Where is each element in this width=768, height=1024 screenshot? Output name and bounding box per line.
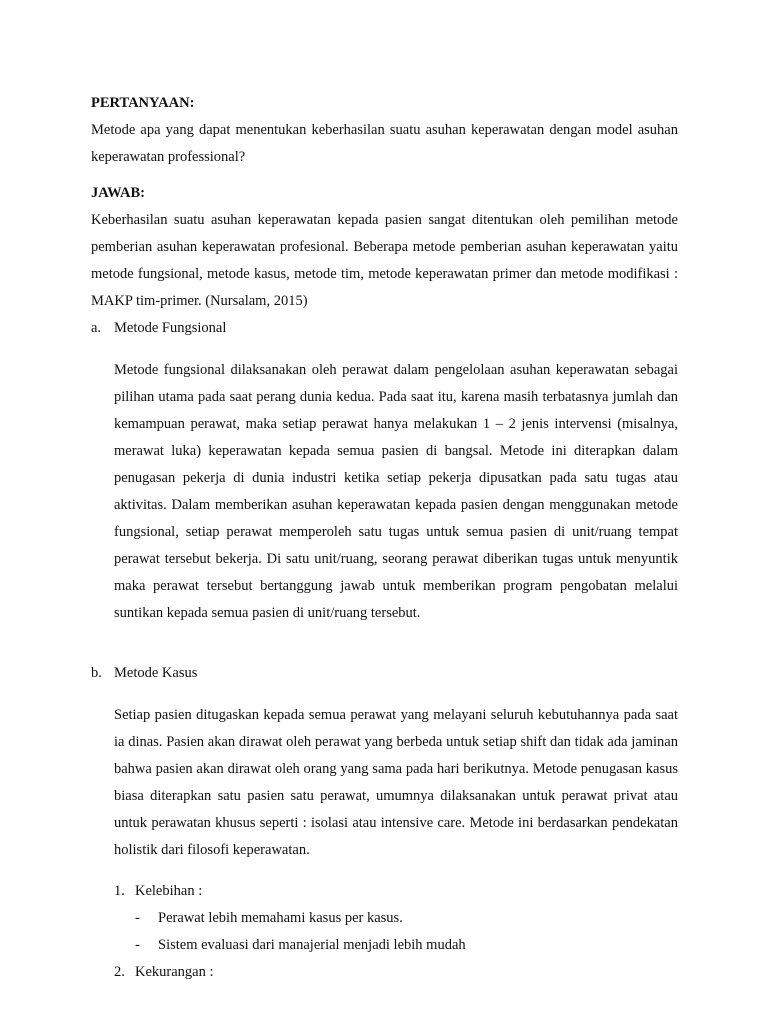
answer-heading: JAWAB: — [91, 185, 145, 201]
section-b-title-row — [91, 660, 678, 687]
dash-marker: - — [135, 937, 140, 953]
section-a-title: Metode Fungsional — [114, 320, 227, 336]
list-item-kekurangan — [114, 959, 678, 986]
sub-list-item — [135, 905, 678, 932]
spacer — [91, 641, 678, 660]
question-text: Metode apa yang dapat menentukan keberhasilan suatu asuhan keperawatan dengan model asuhan keperawatan professional? — [91, 122, 678, 165]
section-b-title: Metode Kasus — [114, 665, 198, 681]
spacer — [91, 171, 678, 180]
section-b-marker: b. — [91, 665, 102, 681]
dash-marker: - — [135, 910, 140, 926]
list-item-kelebihan — [114, 878, 678, 905]
list-marker: 2. — [114, 964, 125, 980]
sub-list-item — [135, 932, 678, 959]
question-heading: PERTANYAAN: — [91, 95, 195, 111]
sub-list-text: Perawat lebih memahami kasus per kasus. — [158, 910, 403, 926]
list-marker: 1. — [114, 883, 125, 899]
document-page — [91, 90, 678, 986]
section-a-title-row — [91, 315, 678, 342]
section-b-body: Setiap pasien ditugaskan kepada semua perawat yang melayani seluruh kebutuhannya pada saat ia dinas. Pasien akan dirawat oleh perawat yang berbeda untuk setiap shift dan tidak ada jaminan bahwa pasien akan dirawat oleh orang yang sama pada hari berikutnya. Metode penugasan kasus biasa diterapkan satu pasien satu perawat, umumnya dilaksanakan untuk perawat privat atau untuk perawatan khusus seperti : isolasi atau intensive care. Metode ini berdasarkan pendekatan holistik dari filosofi keperawatan. — [114, 706, 678, 858]
list-label: Kekurangan : — [135, 964, 214, 980]
answer-intro: Keberhasilan suatu asuhan keperawatan kepada pasien sangat ditentukan oleh pemilihan metode pemberian asuhan keperawatan profesional. Beberapa metode pemberian asuhan keperawatan yaitu metode fungsional, metode kasus, metode tim, metode keperawatan primer dan metode modifikasi : MAKP tim-primer. (Nursalam, 2015) — [91, 212, 678, 309]
section-a-marker: a. — [91, 320, 102, 336]
sub-list-text: Sistem evaluasi dari manajerial menjadi lebih mudah — [158, 937, 466, 953]
section-a-body: Metode fungsional dilaksanakan oleh perawat dalam pengelolaan asuhan keperawatan sebagai pilihan utama pada saat perang dunia kedua. Pada saat itu, karena masih terbatasnya jumlah dan kemampuan perawat, maka setiap perawat hanya melakukan 1 – 2 jenis intervensi (misalnya, merawat luka) keperawatan kepada semua pasien di bangsal. Metode ini diterapkan dalam penugasan pekerja di dunia industri ketika setiap pekerja dipusatkan pada satu tugas atau aktivitas. Dalam memberikan asuhan keperawatan kepada pasien dengan menggunakan metode fungsional, setiap perawat memperoleh satu tugas untuk semua pasien di unit/ruang tempat perawat tersebut bekerja. Di satu unit/ruang, seorang perawat diberikan tugas untuk menyuntik maka perawat tersebut bertanggung jawab untuk memberikan program pengobatan melalui suntikan kepada semua pasien di unit/ruang tersebut. — [114, 361, 678, 621]
list-label: Kelebihan : — [135, 883, 203, 899]
